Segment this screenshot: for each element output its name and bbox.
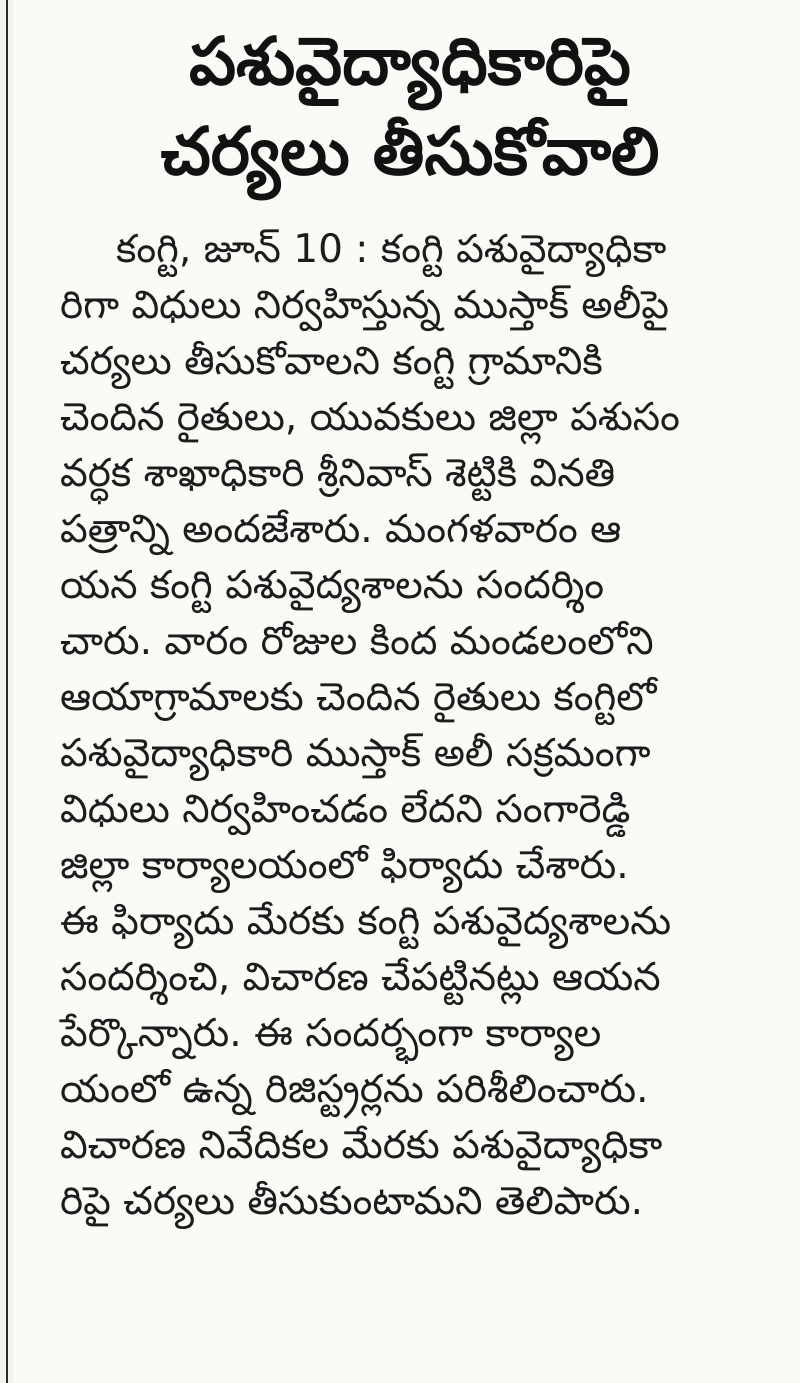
body-line-9: ఆయాగ్రామాలకు చెందిన రైతులు కంగ్టిలో xyxy=(60,675,657,720)
body-line-18: రిపై చర్యలు తీసుకుంటామని తెలిపారు. xyxy=(60,1179,644,1224)
dateline: కంగ్టి, జూన్ 10 : xyxy=(116,227,369,272)
body-line-8: చారు. వారం రోజుల కింద మండలంలోని xyxy=(60,619,654,664)
body-line-7: యన కంగ్టి పశువైద్యశాలను సందర్శిం xyxy=(60,563,605,608)
body-line-14: సందర్శించి, విచారణ చేపట్టినట్లు ఆయన xyxy=(60,955,661,1000)
headline-line-2: చర్యలు తీసుకోవాలి xyxy=(160,113,660,190)
body-line-1-text: కంగ్టి పశువైద్యాధికా xyxy=(380,227,667,272)
body-line-10: పశువైద్యాధికారి ముస్తాక్ అలీ సక్రమంగా xyxy=(60,731,651,776)
body-line-2: రిగా విధులు నిర్వహిస్తున్న ముస్తాక్ అలీపై xyxy=(60,283,669,328)
body-line-15: పేర్కొన్నారు. ఈ సందర్భంగా కార్యాల xyxy=(60,1011,602,1056)
body-line-4: చెందిన రైతులు, యువకులు జిల్లా పశుసం xyxy=(60,395,680,440)
body-line-16: యంలో ఉన్న రిజిస్ట్రర్లను పరిశీలించారు. xyxy=(60,1067,649,1112)
body-line-17: విచారణ నివేదికల మేరకు పశువైద్యాధికా xyxy=(60,1123,663,1168)
body-line-13: ఈ ఫిర్యాదు మేరకు కంగ్టి పశువైద్యశాలను xyxy=(60,899,672,944)
body-line-1 xyxy=(60,222,750,278)
body-line-6: పత్రాన్ని అందజేశారు. మంగళవారం ఆ xyxy=(60,507,622,552)
body-line-5: వర్ధక శాఖాధికారి శ్రీనివాస్ శెట్టికి వినతి xyxy=(60,451,616,496)
body-line-11: విధులు నిర్వహించడం లేదని సంగారెడ్డి xyxy=(60,787,631,832)
column-rule xyxy=(6,0,8,1383)
body-line-12: జిల్లా కార్యాలయంలో ఫిర్యాదు చేశారు. xyxy=(60,843,629,888)
body-line-3: చర్యలు తీసుకోవాలని కంగ్టి గ్రామానికి xyxy=(60,339,603,384)
headline-line-1: పశువైద్యాధికారిపై xyxy=(189,23,631,100)
